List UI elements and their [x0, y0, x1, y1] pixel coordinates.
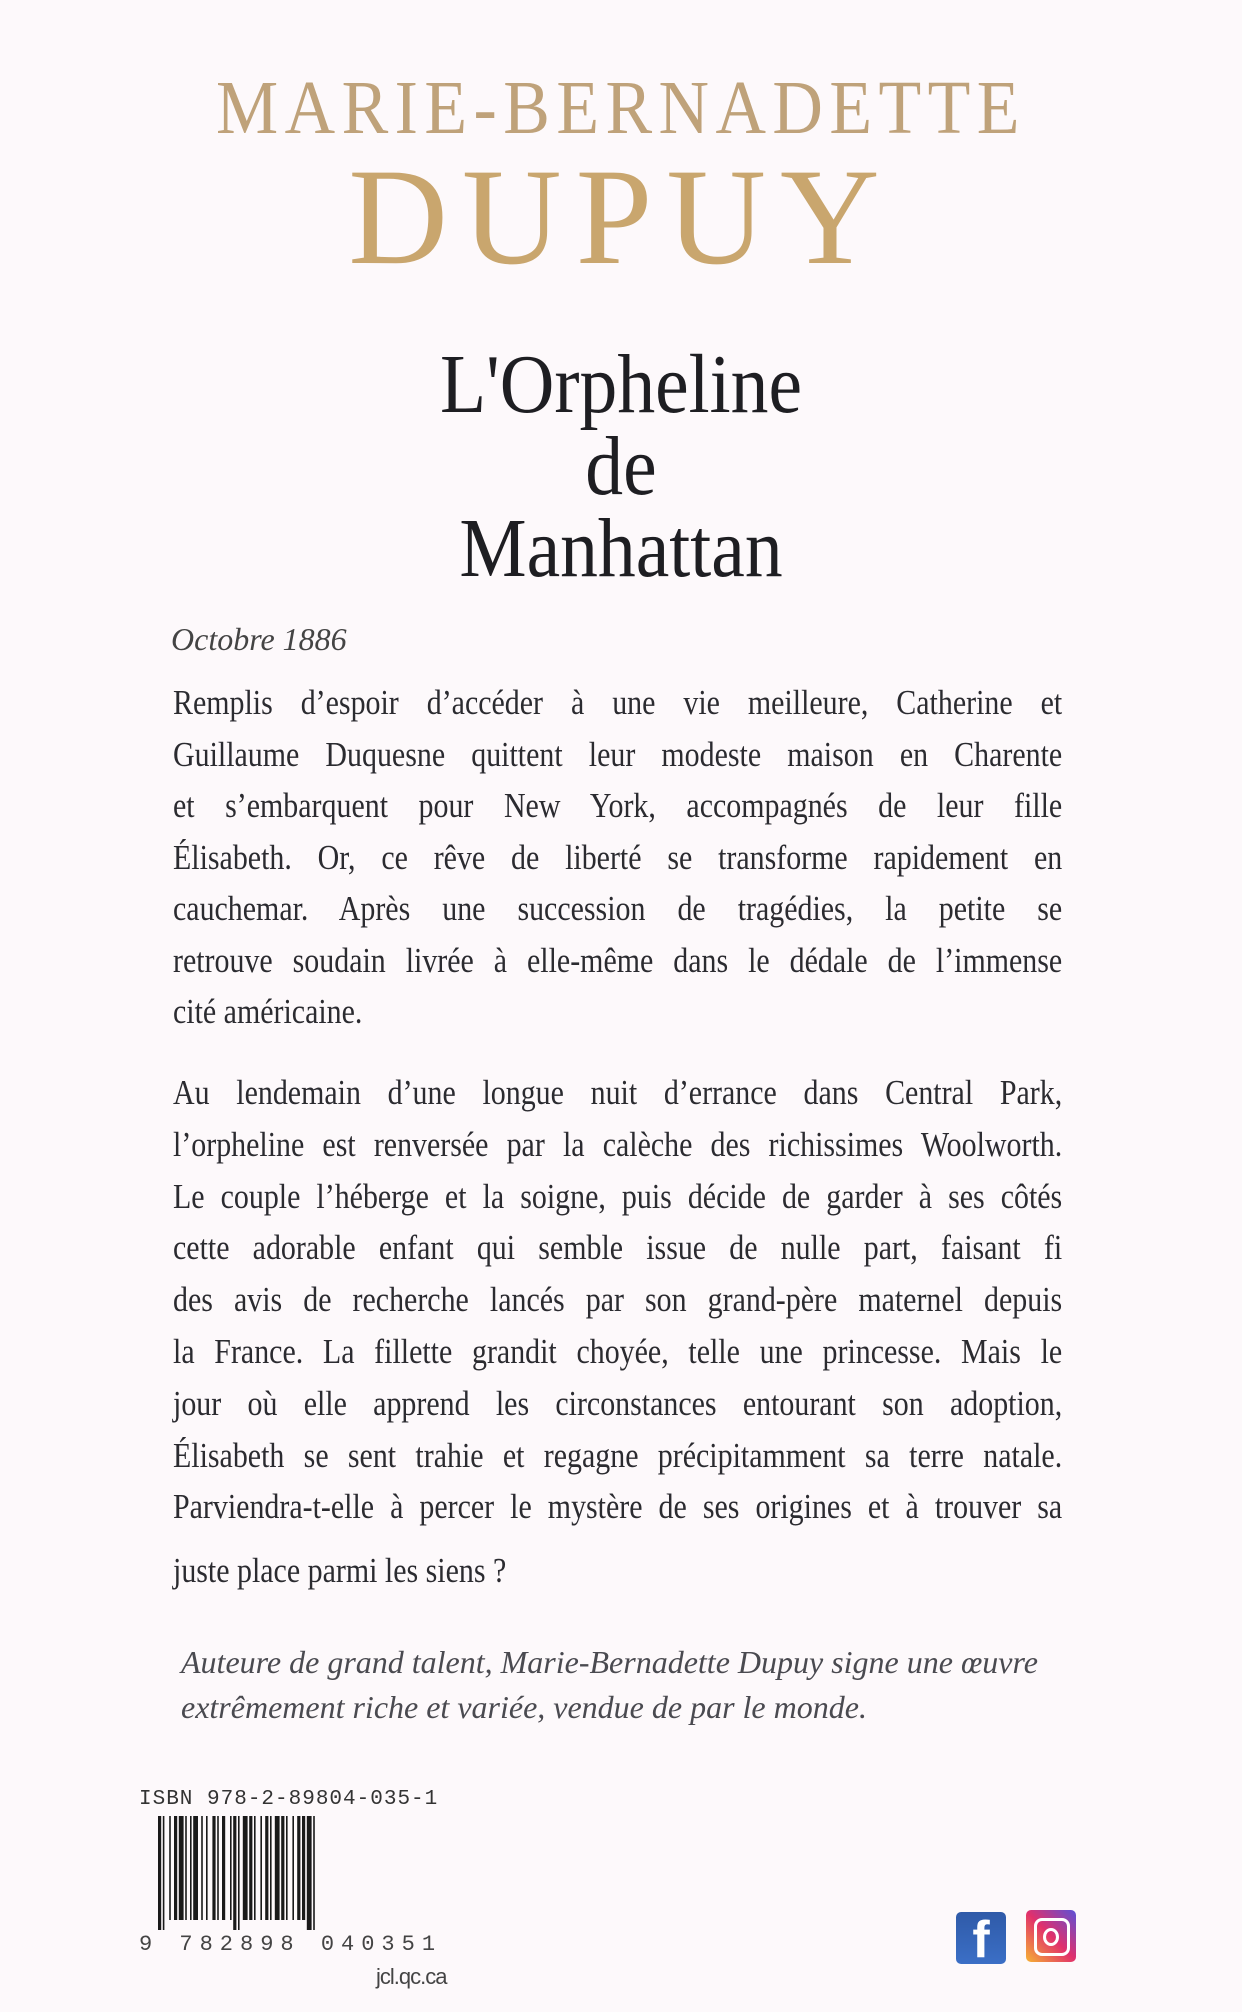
barcode-bar	[265, 1816, 268, 1920]
barcode-bar	[254, 1816, 256, 1920]
barcode-bar	[238, 1816, 240, 1930]
barcode-bar	[169, 1816, 171, 1920]
instagram-icon[interactable]	[1026, 1910, 1076, 1962]
barcode-bar	[270, 1816, 272, 1920]
barcode-bar	[158, 1816, 161, 1930]
book-title-line-1: L'Orpheline	[439, 338, 803, 431]
paragraph-line: retrouve soudain livrée à elle-même dans le dédale de l’immense	[173, 940, 1063, 980]
barcode-bar	[302, 1816, 305, 1920]
dateline: Octobre 1886	[171, 621, 347, 657]
barcode-bar	[297, 1816, 300, 1920]
barcode-bar	[307, 1816, 312, 1930]
paragraph-line: Le couple l’héberge et la soigne, puis décide de garder à ses côtés	[173, 1176, 1063, 1216]
barcode-bar	[286, 1816, 288, 1920]
barcode-bar	[179, 1816, 184, 1920]
barcode-bar	[193, 1816, 198, 1920]
paragraph-line: cauchemar. Après une succession de tragédies, la petite se	[173, 889, 1063, 928]
barcode-bar	[230, 1816, 232, 1920]
barcode-bar	[174, 1816, 177, 1920]
facebook-glyph: f	[972, 1912, 990, 1964]
barcode-bar	[206, 1816, 208, 1920]
barcode-bar	[185, 1816, 187, 1920]
isbn-text: ISBN 978-2-89804-035-1	[139, 1788, 439, 1811]
book-title-line-2: de	[585, 420, 657, 513]
book-title-line-3: Manhattan	[459, 502, 783, 595]
barcode-bar	[275, 1816, 280, 1920]
barcode-bar	[212, 1816, 215, 1920]
barcode-bar	[163, 1816, 165, 1930]
paragraph-line: Parviendra-t-elle à percer le mystère de ses origines et à trouver sa	[173, 1487, 1063, 1527]
paragraph-line: cité américaine.	[173, 992, 363, 1031]
barcode-bar	[243, 1816, 248, 1920]
author-first-name: MARIE-BERNADETTE	[216, 66, 1026, 150]
barcode-digits: 9 782898 040351	[139, 1932, 443, 1957]
barcode-bar	[222, 1816, 225, 1920]
paragraph-line: et s’embarquent pour New York, accompagnés de leur fille	[173, 786, 1063, 825]
paragraph-line: des avis de recherche lancés par son grand-père maternel depuis	[173, 1280, 1063, 1320]
paragraph-line: l’orpheline est renversée par la calèche des richissimes Woolworth.	[173, 1124, 1063, 1164]
barcode-bar	[190, 1816, 192, 1920]
barcode-bar	[281, 1816, 284, 1920]
publisher-website[interactable]: jcl.qc.ca	[376, 1964, 447, 1989]
paragraph-line: Élisabeth se sent trahie et regagne précipitamment sa terre natale.	[173, 1435, 1063, 1475]
paragraph-line: Guillaume Duquesne quittent leur modeste maison en Charente	[173, 734, 1063, 774]
barcode-bar	[201, 1816, 203, 1920]
paragraph-line: juste place parmi les siens ?	[173, 1551, 507, 1591]
paragraph-line: jour où elle apprend les circonstances entourant son adoption,	[173, 1383, 1063, 1423]
barcode-bar	[217, 1816, 219, 1920]
barcode-bar	[233, 1816, 236, 1930]
author-last-name: DUPUY	[348, 140, 894, 293]
paragraph-line: la France. La fillette grandit choyée, telle une princesse. Mais le	[173, 1332, 1063, 1371]
barcode-bar	[292, 1816, 294, 1920]
paragraph-line: Au lendemain d’une longue nuit d’errance dans Central Park,	[173, 1073, 1063, 1112]
paragraph-line: Remplis d’espoir d’accéder à une vie meilleure, Catherine et	[173, 683, 1063, 722]
barcode	[158, 1816, 448, 1934]
barcode-bar	[260, 1816, 262, 1920]
author-quote-line-2: extrêmement riche et variée, vendue de par le monde.	[181, 1689, 867, 1725]
author-quote-line-1: Auteure de grand talent, Marie-Bernadette Dupuy signe une œuvre	[181, 1644, 1038, 1680]
barcode-bar	[313, 1816, 315, 1930]
paragraph-line: Élisabeth. Or, ce rêve de liberté se transforme rapidement en	[173, 837, 1063, 877]
paragraph-line: cette adorable enfant qui semble issue de nulle part, faisant fi	[173, 1228, 1063, 1268]
barcode-bar	[249, 1816, 252, 1920]
facebook-icon[interactable]	[956, 1912, 1006, 1964]
